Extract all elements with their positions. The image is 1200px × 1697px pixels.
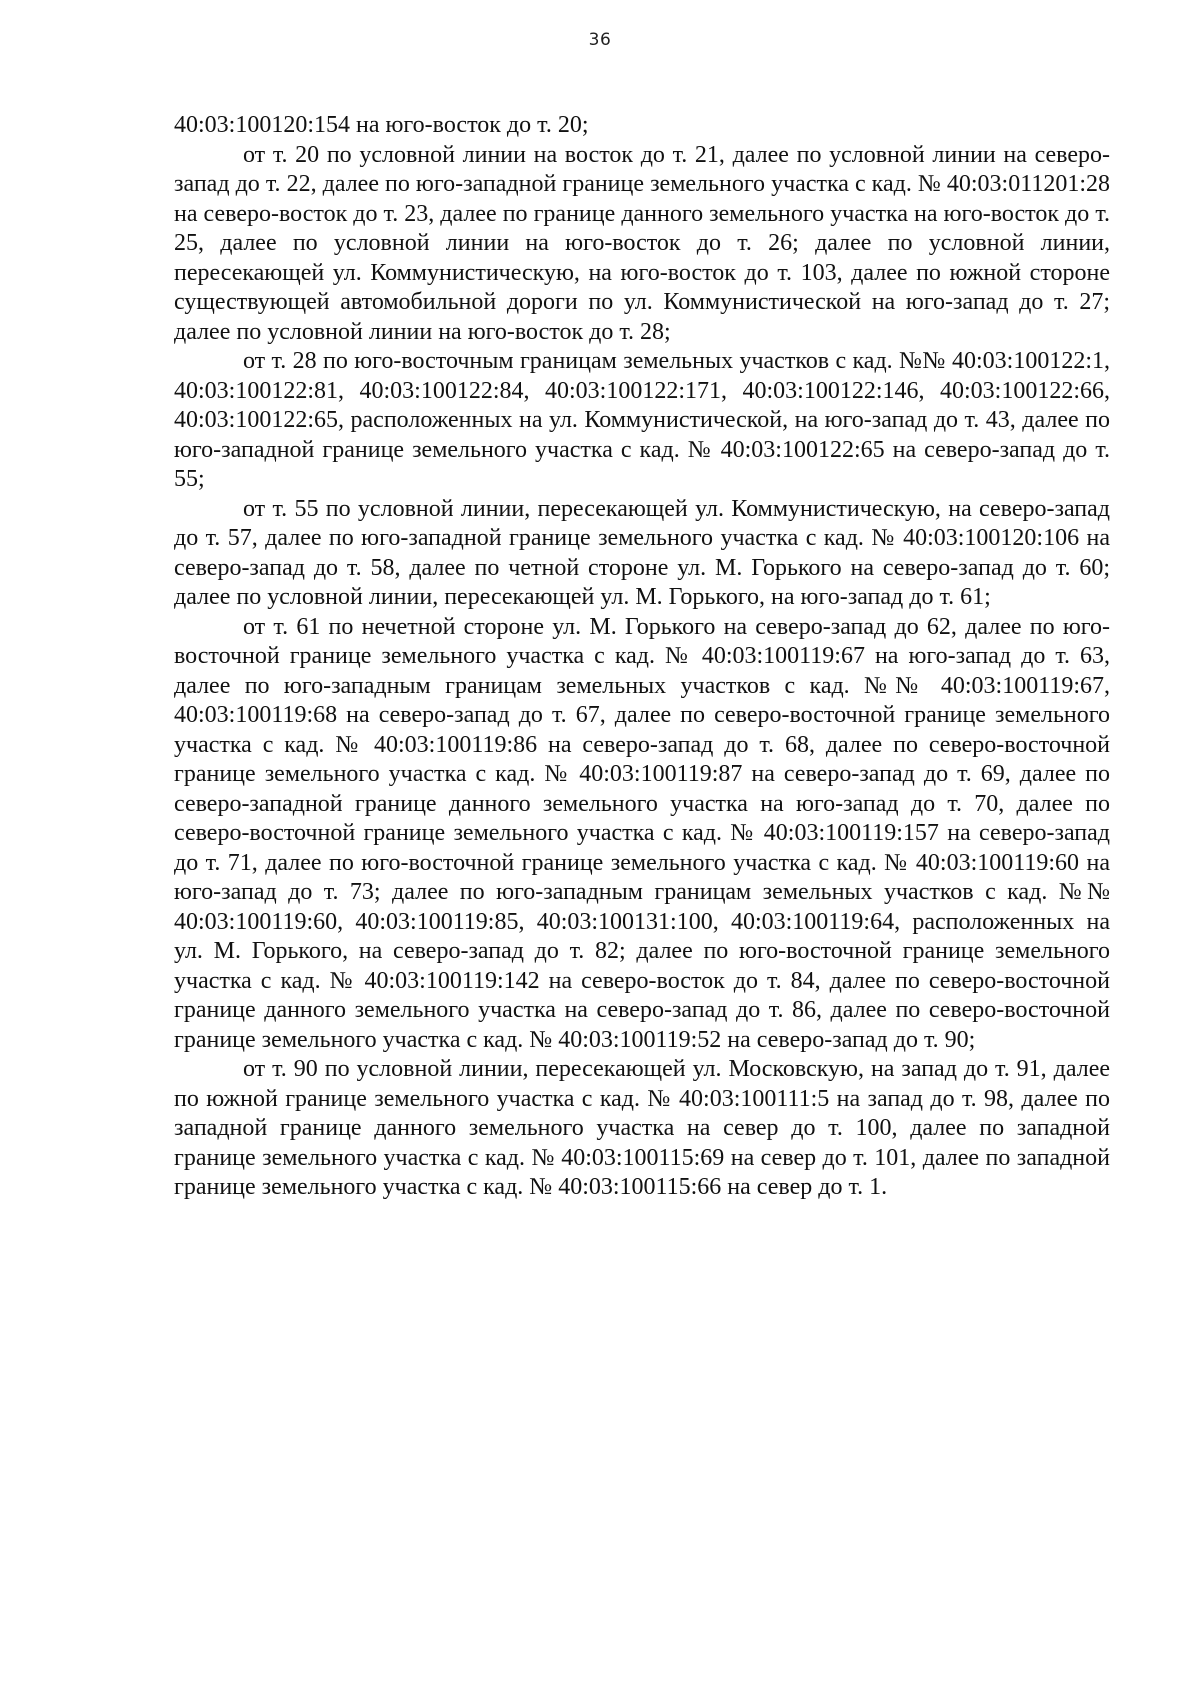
paragraph: от т. 20 по условной линии на восток до т. 21, далее по условной линии на северо-запад до т. 22, далее по юго-западной границе земельного участка с кад. № 40:03:011201:28 на северо-восток до т. 23, далее по границе данного земельного участка на юго-восток до т. 25, далее по условной линии на юго-восток до т. 26; далее по условной линии, пересекающей ул. Коммунистическую, на юго-восток до т. 103, далее по южной стороне существующей автомобильной дороги по ул. Коммунистической на юго-запад до т. 27; далее по условной линии на юго-восток до т. 28; — [174, 141, 1110, 345]
paragraph: от т. 90 по условной линии, пересекающей ул. Московскую, на запад до т. 91, далее по южной границе земельного участка с кад. № 40:03:100111:5 на запад до т. 98, далее по западной границе данного земельного участка на север до т. 100, далее по западной границе земельного участка с кад. № 40:03:100115:69 на север до т. 101, далее по западной границе земельного участка с кад. № 40:03:100115:66 на север до т. 1. — [174, 1056, 1110, 1200]
paragraph: от т. 55 по условной линии, пересекающей ул. Коммунистическую, на северо-запад до т. 57, далее по юго-западной границе земельного участка с кад. № 40:03:100120:106 на северо-запад до т. 58, далее по четной стороне ул. М. Горького на северо-запад до т. 60; далее по условной линии, пересекающей ул. М. Горького, на юго-запад до т. 61; — [174, 495, 1110, 610]
document-body — [174, 111, 1110, 1203]
paragraph: от т. 61 по нечетной стороне ул. М. Горького на северо-запад до 62, далее по юго-восточной границе земельного участка с кад. № 40:03:100119:67 на юго-запад до т. 63, далее по юго-западным границам земельных участков с кад. №№ 40:03:100119:67, 40:03:100119:68 на северо-запад до т. 67, далее по северо-восточной границе земельного участка с кад. № 40:03:100119:86 на северо-запад до т. 68, далее по северо-восточной границе земельного участка с кад. № 40:03:100119:87 на северо-запад до т. 69, далее по северо-западной границе данного земельного участка на юго-запад до т. 70, далее по северо-восточной границе земельного участка с кад. № 40:03:100119:157 на северо-запад до т. 71, далее по юго-восточной границе земельного участка с кад. № 40:03:100119:60 на юго-запад до т. 73; далее по юго-западным границам земельных участков с кад. №№ 40:03:100119:60, 40:03:100119:85, 40:03:100131:100, 40:03:100119:64, расположенных на ул. М. Горького, на северо-запад до т. 82; далее по юго-восточной границе земельного участка с кад. № 40:03:100119:142 на северо-восток до т. 84, далее по северо-восточной границе данного земельного участка на северо-запад до т. 86, далее по северо-восточной границе земельного участка с кад. № 40:03:100119:52 на северо-запад до т. 90; — [174, 613, 1110, 1053]
paragraph-continuation: 40:03:100120:154 на юго-восток до т. 20; — [174, 112, 589, 138]
page-number: 36 — [588, 30, 612, 50]
paragraph: от т. 28 по юго-восточным границам земельных участков с кад. №№ 40:03:100122:1, 40:03:100122:81, 40:03:100122:84, 40:03:100122:171, 40:03:100122:146, 40:03:100122:66, 40:03:100122:65, расположенных на ул. Коммунистической, на юго-запад до т. 43, далее по юго-западной границе земельного участка с кад. № 40:03:100122:65 на северо-запад до т. 55; — [174, 348, 1110, 492]
